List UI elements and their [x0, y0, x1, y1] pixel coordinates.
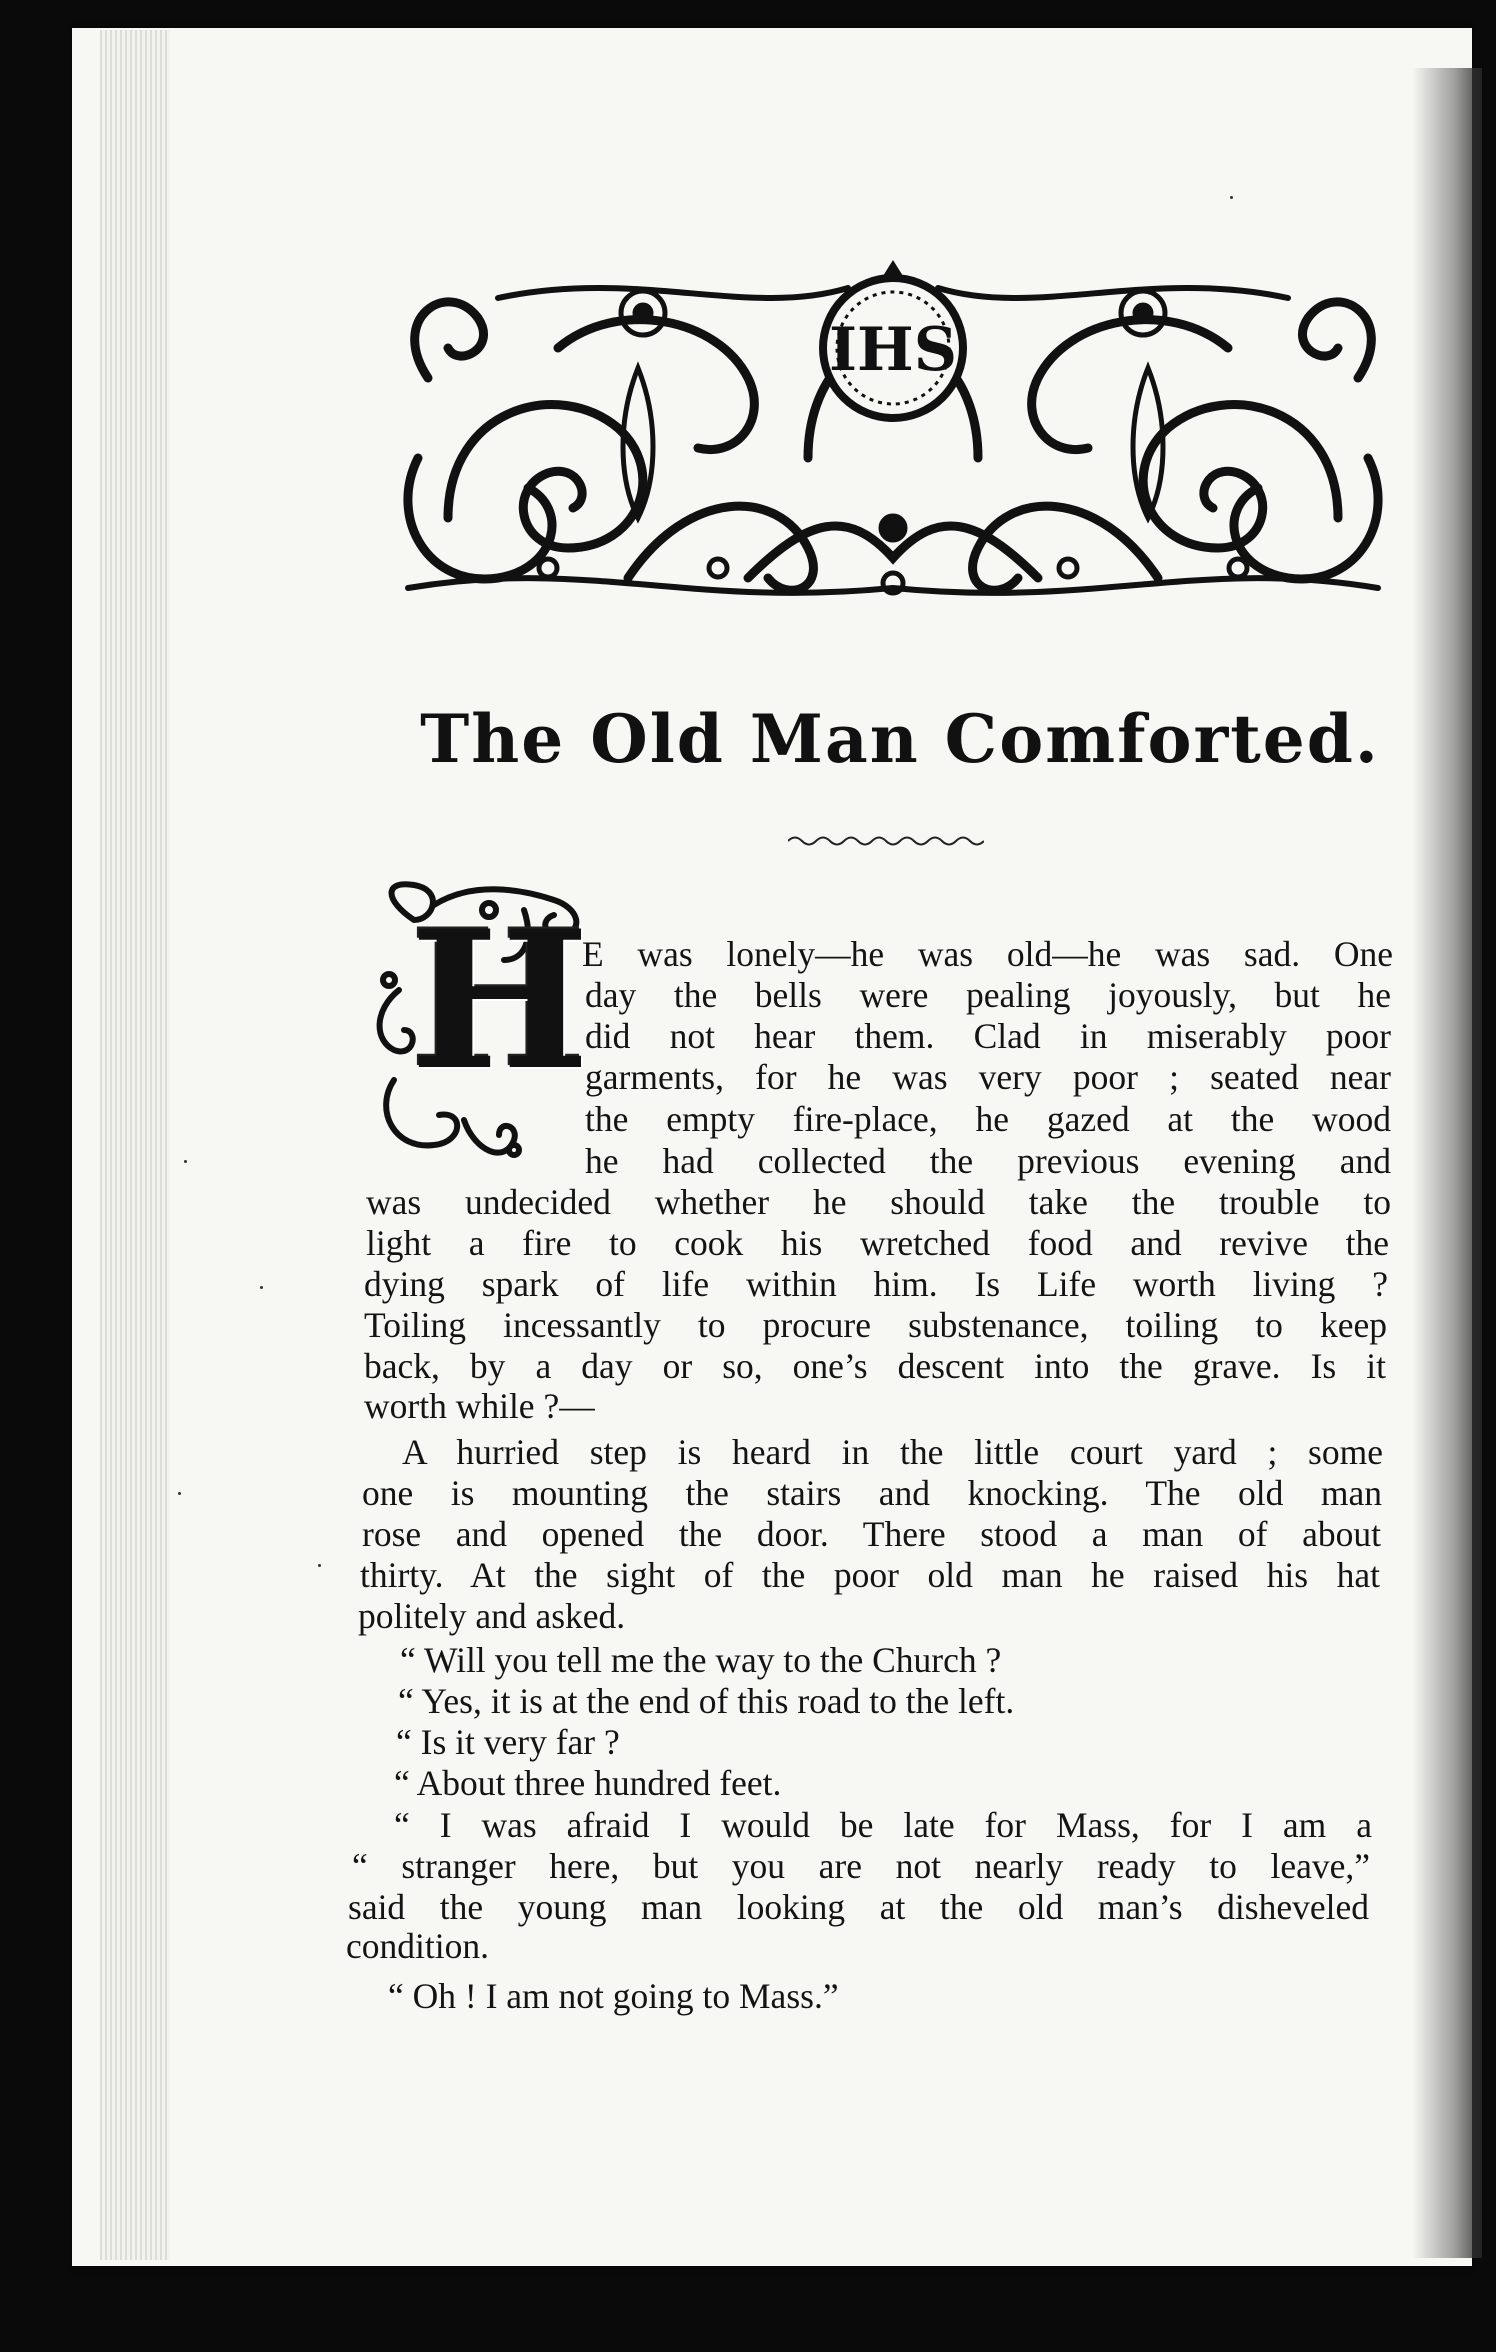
body-line-5: the empty fire-place, he gazed at the wood [585, 1099, 1391, 1139]
ihs-monogram: IHS [828, 315, 958, 385]
page-edges [100, 30, 170, 2260]
dialogue-line-2: “ Yes, it is at the end of this road to the left. [398, 1681, 1015, 1721]
body-line-12: worth while ?— [364, 1386, 595, 1426]
scan-speck [1230, 196, 1233, 199]
dropcap-letter: H [410, 889, 590, 1112]
body-line-15: rose and opened the door. There stood a man of about [362, 1514, 1381, 1554]
scan-speck [260, 1286, 263, 1289]
dialogue-line-5: “ I was afraid I would be late for Mass, for I am a [394, 1805, 1372, 1845]
body-line-13: A hurried step is heard in the little court yard ; some [402, 1432, 1383, 1472]
scan-speck [184, 1160, 187, 1163]
scan-speck [178, 1492, 181, 1495]
dialogue-line-9: “ Oh ! I am not going to Mass.” [388, 1976, 839, 2016]
dialogue-line-3: “ Is it very far ? [396, 1722, 620, 1762]
body-line-8: light a fire to cook his wretched food and revive the [366, 1223, 1389, 1263]
chapter-title: The Old Man Comforted. [420, 700, 1380, 778]
dialogue-line-8: condition. [346, 1926, 489, 1966]
scan-speck [318, 1564, 321, 1567]
body-line-10: Toiling incessantly to procure substenance, toiling to keep [364, 1305, 1387, 1345]
body-line-14: one is mounting the stairs and knocking. The old man [362, 1473, 1382, 1513]
title-wavy-rule [788, 834, 984, 848]
body-line-9: dying spark of life within him. Is Life worth living ? [364, 1264, 1388, 1304]
body-line-3: did not hear them. Clad in miserably poor [585, 1016, 1391, 1056]
ornamental-headpiece [388, 258, 1398, 603]
body-line-7: was undecided whether he should take the trouble to [366, 1182, 1391, 1222]
dialogue-line-7: said the young man looking at the old man’s disheveled [348, 1887, 1369, 1927]
body-line-1: E was lonely—he was old—he was sad. One [582, 934, 1393, 974]
body-line-17: politely and asked. [358, 1596, 626, 1636]
spine-shadow [1412, 68, 1482, 2258]
dialogue-line-6: “ stranger here, but you are not nearly ready to leave,” [352, 1846, 1370, 1886]
body-line-4: garments, for he was very poor ; seated near [585, 1057, 1391, 1097]
ihs-medallion [823, 260, 963, 418]
dialogue-line-1: “ Will you tell me the way to the Church ? [400, 1640, 1002, 1680]
body-line-16: thirty. At the sight of the poor old man he raised his hat [360, 1555, 1380, 1595]
body-line-6: he had collected the previous evening and [585, 1141, 1391, 1181]
body-line-2: day the bells were pealing joyously, but he [585, 975, 1391, 1015]
body-line-11: back, by a day or so, one’s descent into the grave. Is it [364, 1346, 1386, 1386]
dialogue-line-4: “ About three hundred feet. [394, 1763, 782, 1803]
